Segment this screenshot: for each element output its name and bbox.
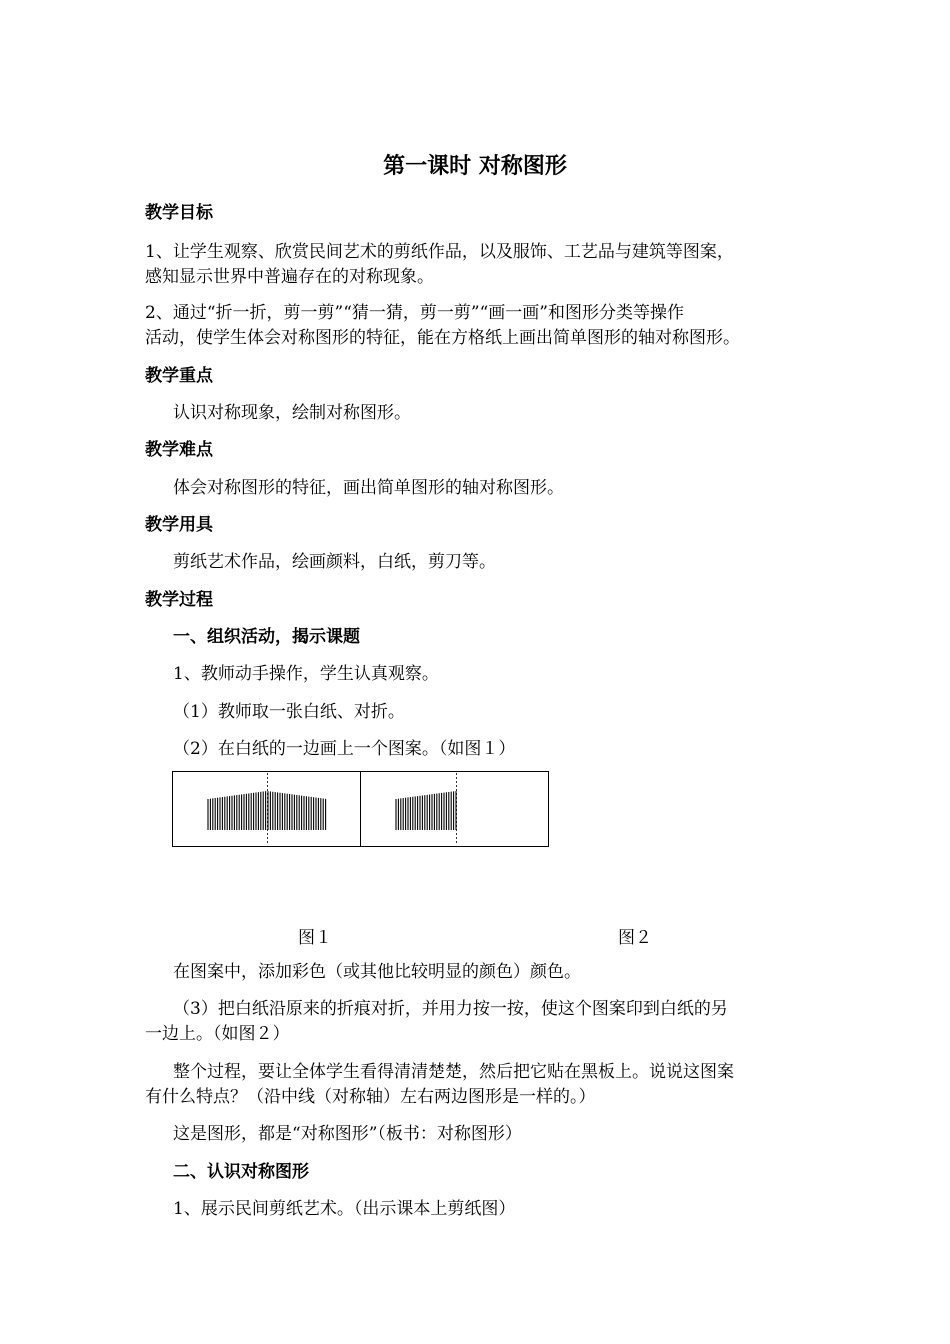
heading-difficulties: 教学难点 — [145, 440, 213, 460]
tools-text: 剪纸艺术作品，绘画颜料，白纸，剪刀等。 — [173, 552, 496, 572]
heading-key-points: 教学重点 — [145, 366, 213, 386]
step-color: 在图案中，添加彩色（或其他比较明显的颜色）颜色。 — [173, 962, 581, 982]
heading-process: 教学过程 — [145, 590, 213, 610]
step-1-3-line-2: 一边上。（如图２） — [145, 1024, 290, 1044]
goal-2-line-2: 活动，使学生体会对称图形的特征，能在方格纸上画出简单图形的轴对称图形。 — [145, 328, 740, 348]
step-2-1: 1、展示民间剪纸艺术。（出示课本上剪纸图） — [173, 1199, 516, 1219]
observe-line-2: 有什么特点？（沿中线（对称轴）左右两边图形是一样的。） — [145, 1087, 596, 1107]
step-1-3-line-1: （3）把白纸沿原来的折痕对折，并用力按一按，使这个图案印到白纸的另 — [173, 999, 728, 1019]
key-points-text: 认识对称现象，绘制对称图形。 — [173, 403, 411, 423]
page-title: 第一课时 对称图形 — [383, 154, 567, 179]
figure-illustration — [172, 771, 549, 847]
figure-1-caption: 图１ — [298, 928, 332, 948]
goal-1-line-2: 感知显示世界中普遍存在的对称现象。 — [145, 267, 434, 287]
goal-2-line-1: 2、通过“折一折，剪一剪”“猜一猜，剪一剪”“画一画”和图形分类等操作 — [145, 303, 684, 323]
step-1: 1、教师动手操作，学生认真观察。 — [173, 664, 439, 684]
part-2-heading: 二、认识对称图形 — [173, 1162, 309, 1182]
conclusion-line: 这是图形，都是“对称图形”（板书：对称图形） — [173, 1124, 522, 1144]
step-1-2: （2）在白纸的一边画上一个图案。（如图１） — [173, 739, 516, 759]
heading-tools: 教学用具 — [145, 515, 213, 535]
fig1-striped-pattern — [208, 791, 326, 830]
heading-goals: 教学目标 — [145, 203, 213, 223]
goal-1-line-1: 1、让学生观察、欣赏民间艺术的剪纸作品，以及服饰、工艺品与建筑等图案， — [145, 242, 734, 262]
observe-line-1: 整个过程，要让全体学生看得清清楚楚，然后把它贴在黑板上。说说这图案 — [173, 1062, 734, 1082]
figure-2-caption: 图２ — [618, 928, 652, 948]
fig2-striped-pattern — [396, 791, 456, 830]
difficulties-text: 体会对称图形的特征，画出简单图形的轴对称图形。 — [173, 478, 564, 498]
part-1-heading: 一、组织活动，揭示课题 — [173, 627, 360, 647]
step-1-1: （1）教师取一张白纸、对折。 — [173, 702, 405, 722]
